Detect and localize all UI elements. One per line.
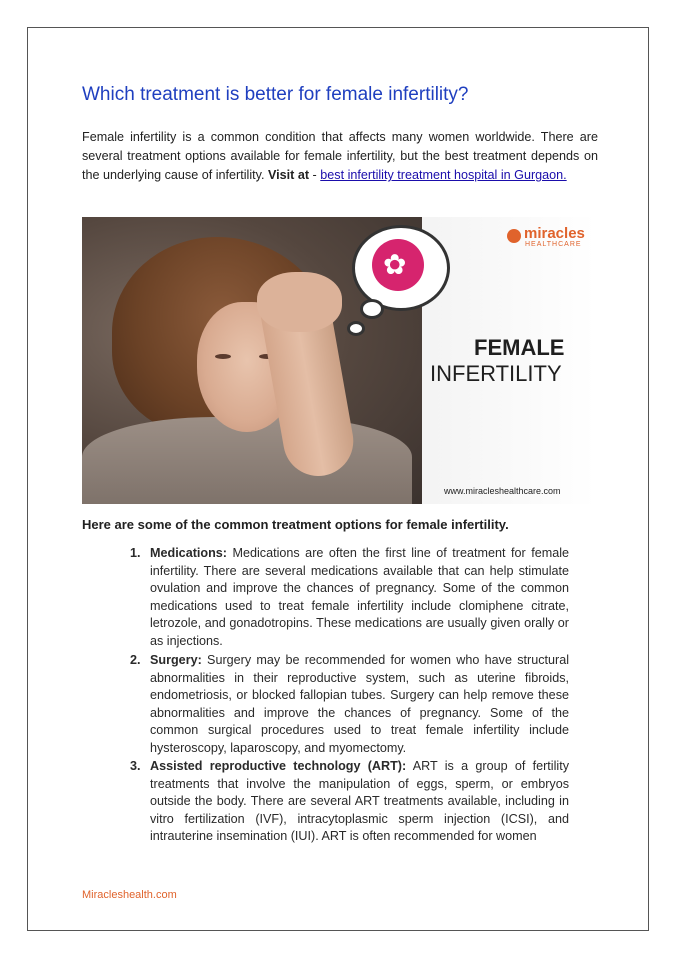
intro-text: Female infertility is a common condition that affects many women worldwide. There are several treatment options available for female infertility, but the best treatment depends on the underlying cause of infertility. <box>82 130 598 182</box>
hero-url: www.miracleshealthcare.com <box>444 486 561 496</box>
logo-name: miracles <box>524 225 585 242</box>
visit-label: Visit at <box>267 168 310 182</box>
hospital-link[interactable]: best infertility treatment hospital in Gurgaon. <box>320 168 567 182</box>
item-text: ART is a group of fertility treatments that involve the manipulation of eggs, sperm, or embryos outside the body. There are several ART treatments available, including in vitro fertilization (IVF), intracytoplasmic sperm injection (ICSI), and intrauterine insemination (IUI). ART is often recommended for women <box>150 759 569 844</box>
hero-image <box>82 217 596 504</box>
item-number: 1. <box>130 546 141 560</box>
list-item <box>130 758 569 846</box>
list-item <box>130 652 569 758</box>
footer-brand: Miracleshealth.com <box>82 889 177 901</box>
section-subheading: Here are some of the common treatment options for female infertility. <box>82 517 509 532</box>
page-title: Which treatment is better for female infertility? <box>82 84 469 105</box>
item-text: Medications are often the first line of treatment for female infertility. There are several medications available that can help stimulate ovulation and improve the chances of pregnancy. Some of the common medications used to treat female infertility include clomiphene citrate, letrozole, and gonadotropins. These medications are usually given orally or as injections. <box>150 546 569 648</box>
item-heading: Medications: <box>150 546 227 560</box>
hero-heading-line2: INFERTILITY <box>430 361 562 386</box>
list-item <box>130 545 569 651</box>
item-heading: Surgery: <box>150 653 202 667</box>
item-number: 3. <box>130 759 141 773</box>
logo-sub: HEALTHCARE <box>525 241 582 248</box>
thought-dot-large <box>360 299 384 319</box>
intro-paragraph <box>82 128 598 185</box>
logo-mark-icon <box>507 229 521 243</box>
hero-heading-line1: FEMALE <box>474 335 565 360</box>
hand-shape <box>257 272 342 332</box>
left-eye <box>215 354 231 359</box>
intro-separator: - <box>309 168 321 182</box>
thought-dot-small <box>347 321 365 336</box>
item-number: 2. <box>130 653 141 667</box>
fetus-icon: ✿ <box>383 248 407 281</box>
item-heading: Assisted reproductive technology (ART): <box>150 759 407 773</box>
item-text: Surgery may be recommended for women who have structural abnormalities in their reproductive system, such as uterine fibroids, endometriosis, or blocked fallopian tubes. Surgery can help remove these abnormalities and improve the chances of pregnancy. Some of the common surgical procedures used to treat female infertility include hysteroscopy, laparoscopy, and myomectomy. <box>150 653 569 755</box>
